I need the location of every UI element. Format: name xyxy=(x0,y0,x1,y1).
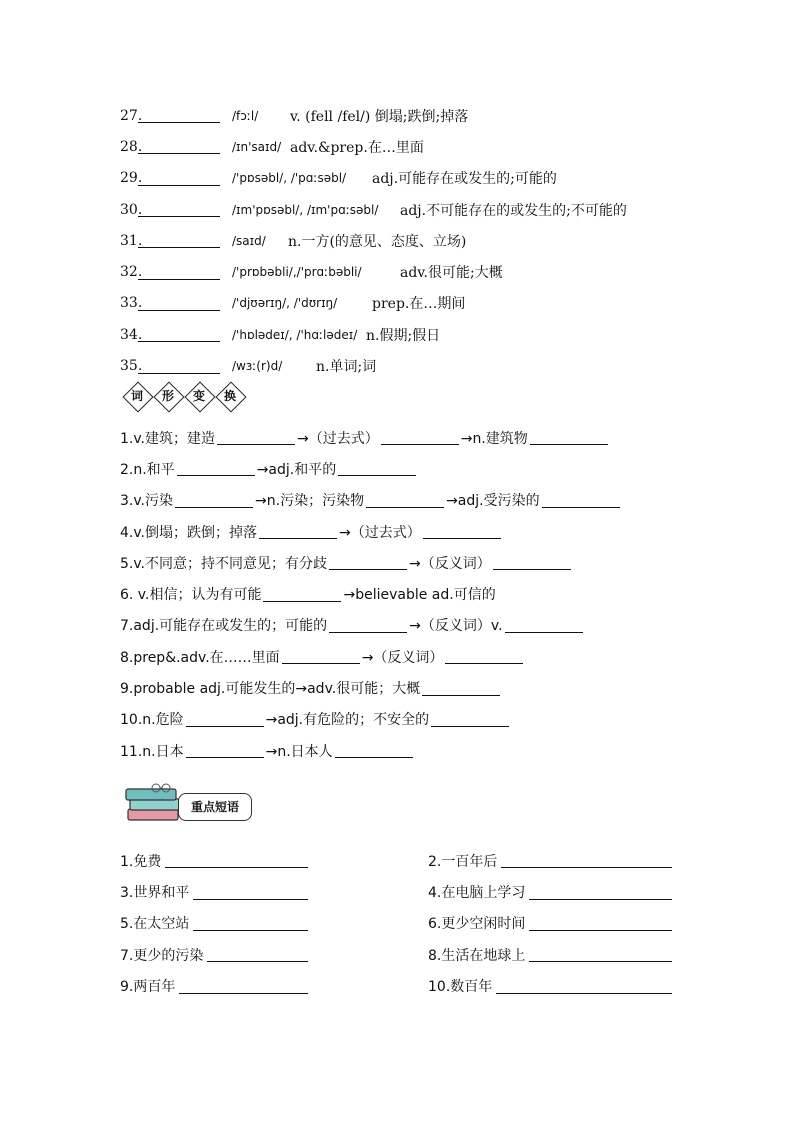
item-number: 32. xyxy=(120,264,143,281)
prompt-text: →n.日本人 xyxy=(265,743,333,760)
vocab-row xyxy=(120,131,740,162)
word-form-row xyxy=(120,516,680,547)
phonetic: /'hɒlədeɪ/, /'hɑːlədeɪ/ xyxy=(232,327,358,342)
phrase-row xyxy=(120,939,680,970)
prompt-text: →n.建筑物 xyxy=(460,430,528,447)
meaning: adv.&prep.在…里面 xyxy=(290,139,424,156)
phrase-item: 7.更少的污染 xyxy=(120,945,428,965)
item-number: 28. xyxy=(120,138,143,155)
prompt-text: →（反义词） xyxy=(409,555,491,572)
vocab-row xyxy=(120,163,740,194)
prompt-text: →（过去式） xyxy=(339,524,421,541)
prompt-text: 9.probable adj.可能发生的→adv.很可能；大概 xyxy=(120,681,421,698)
meaning: v. (fell /fel/) 倒塌;跌倒;掉落 xyxy=(290,108,469,125)
answer-blank[interactable] xyxy=(338,461,416,476)
phrase-row xyxy=(120,908,680,939)
phonetic: /'pɒsəbl/, /'pɑːsəbl/ xyxy=(232,171,347,186)
answer-blank[interactable] xyxy=(505,618,583,633)
meaning: n.一方(的意见、态度、立场) xyxy=(288,233,467,250)
meaning: adv.很可能;大概 xyxy=(400,265,503,282)
prompt-text: 8.prep&.adv.在……里面 xyxy=(120,649,280,666)
meaning: adj.可能存在或发生的;可能的 xyxy=(372,171,557,188)
vocab-row xyxy=(120,100,740,131)
item-number: 35. xyxy=(120,358,143,375)
key-phrases-list xyxy=(120,845,680,1002)
meaning: prep.在…期间 xyxy=(372,296,466,313)
answer-blank[interactable] xyxy=(542,493,620,508)
prompt-text: 1.v.建筑；建造 xyxy=(120,430,216,447)
answer-blank[interactable] xyxy=(445,649,523,664)
phonetic: /ɪn'saɪd/ xyxy=(232,139,282,154)
answer-blank[interactable] xyxy=(193,916,308,931)
phrase-item: 2.一百年后 xyxy=(428,851,672,871)
prompt-text: →n.污染；污染物 xyxy=(255,493,365,510)
answer-blank[interactable] xyxy=(138,233,220,248)
prompt-text: →adj.受污染的 xyxy=(446,493,540,510)
phrase-item: 5.在太空站 xyxy=(120,913,428,933)
answer-blank[interactable] xyxy=(530,430,608,445)
answer-blank[interactable] xyxy=(422,681,500,696)
answer-blank[interactable] xyxy=(179,979,308,994)
answer-blank[interactable] xyxy=(138,327,220,342)
vocab-row xyxy=(120,350,740,381)
diamond-badge: 变 xyxy=(184,381,214,411)
answer-blank[interactable] xyxy=(366,493,444,508)
answer-blank[interactable] xyxy=(177,461,255,476)
item-number: 27. xyxy=(120,107,143,124)
prompt-text: →（反义词） xyxy=(361,649,444,666)
word-form-row xyxy=(120,547,680,578)
answer-blank[interactable] xyxy=(207,947,308,962)
phrase-item: 6.更少空闲时间 xyxy=(428,913,672,933)
answer-blank[interactable] xyxy=(138,171,220,186)
word-form-row xyxy=(120,422,680,453)
prompt-text: →believable ad.可信的 xyxy=(343,587,496,604)
answer-blank[interactable] xyxy=(217,430,295,445)
prompt-text: 11.n.日本 xyxy=(120,743,184,760)
answer-blank[interactable] xyxy=(193,885,308,900)
phonetic: /fɔːl/ xyxy=(232,108,259,123)
word-form-row xyxy=(120,453,680,484)
answer-blank[interactable] xyxy=(381,430,459,445)
phonetic: /wɜː(r)d/ xyxy=(232,359,283,374)
prompt-text: →（过去式） xyxy=(297,430,379,447)
item-number: 31. xyxy=(120,232,143,249)
section-banner-key-phrases xyxy=(124,783,254,825)
word-form-row xyxy=(120,672,680,703)
phrase-item: 8.生活在地球上 xyxy=(428,945,672,965)
answer-blank[interactable] xyxy=(529,916,672,931)
item-number: 33. xyxy=(120,295,143,312)
word-form-row xyxy=(120,704,680,735)
phrase-item: 1.免费 xyxy=(120,851,428,871)
diamond-badge: 词 xyxy=(122,381,152,411)
word-form-row xyxy=(120,485,680,516)
answer-blank[interactable] xyxy=(501,853,672,868)
item-number: 30. xyxy=(120,201,143,218)
phrase-row xyxy=(120,971,680,1002)
answer-blank[interactable] xyxy=(259,524,337,539)
prompt-text: →adj.和平的 xyxy=(256,461,337,478)
prompt-text: 3.v.污染 xyxy=(120,493,174,510)
answer-blank[interactable] xyxy=(138,296,220,311)
word-form-row xyxy=(120,610,680,641)
answer-blank[interactable] xyxy=(493,555,571,570)
answer-blank[interactable] xyxy=(138,359,220,374)
answer-blank[interactable] xyxy=(529,947,672,962)
item-number: 29. xyxy=(120,170,143,187)
vocab-row xyxy=(120,194,740,225)
phrase-item: 3.世界和平 xyxy=(120,882,428,902)
answer-blank[interactable] xyxy=(529,885,672,900)
diamond-badge: 形 xyxy=(153,381,183,411)
answer-blank[interactable] xyxy=(175,493,253,508)
diamond-badge: 换 xyxy=(215,381,245,411)
word-form-row xyxy=(120,735,680,766)
meaning: n.假期;假日 xyxy=(366,327,441,344)
vocab-row xyxy=(120,225,740,256)
answer-blank[interactable] xyxy=(186,712,264,727)
answer-blank[interactable] xyxy=(138,202,220,217)
phrase-row xyxy=(120,876,680,907)
phonetic: /'prɒbəbli/,/'prɑːbəbli/ xyxy=(232,265,362,280)
answer-blank[interactable] xyxy=(138,265,220,280)
answer-blank[interactable] xyxy=(165,853,308,868)
answer-blank[interactable] xyxy=(423,524,501,539)
prompt-text: 7.adj.可能存在或发生的；可能的 xyxy=(120,618,328,635)
word-forms-list xyxy=(120,422,680,766)
section-banner-word-forms xyxy=(122,381,245,411)
phrase-item: 10.数百年 xyxy=(428,976,672,996)
item-number: 34. xyxy=(120,326,143,343)
prompt-text: →adj.有危险的；不安全的 xyxy=(265,712,430,729)
prompt-text: 10.n.危险 xyxy=(120,712,184,729)
meaning: n.单词;词 xyxy=(316,359,377,376)
answer-blank[interactable] xyxy=(186,743,264,758)
word-form-row xyxy=(120,641,680,672)
answer-blank[interactable] xyxy=(431,712,509,727)
answer-blank[interactable] xyxy=(335,743,413,758)
answer-blank[interactable] xyxy=(138,139,220,154)
prompt-text: 2.n.和平 xyxy=(120,461,175,478)
phonetic: /ɪm'pɒsəbl/, /ɪm'pɑːsəbl/ xyxy=(232,202,379,217)
phrase-row xyxy=(120,845,680,876)
answer-blank[interactable] xyxy=(496,979,672,994)
answer-blank[interactable] xyxy=(282,649,360,664)
vocab-row xyxy=(120,319,740,350)
prompt-text: →（反义词）v. xyxy=(409,618,503,635)
prompt-text: 6. v.相信；认为有可能 xyxy=(120,587,262,604)
answer-blank[interactable] xyxy=(329,555,407,570)
phonetic: /'djʊərɪŋ/, /'dʊrɪŋ/ xyxy=(232,296,338,311)
phrase-item: 9.两百年 xyxy=(120,976,428,996)
prompt-text: 5.v.不同意；持不同意见；有分歧 xyxy=(120,555,328,572)
section-title: 重点短语 xyxy=(178,793,252,821)
meaning: adj.不可能存在的或发生的;不可能的 xyxy=(400,202,627,219)
answer-blank[interactable] xyxy=(329,618,407,633)
word-form-row xyxy=(120,578,680,609)
answer-blank[interactable] xyxy=(263,587,341,602)
prompt-text: 4.v.倒塌；跌倒；掉落 xyxy=(120,524,258,541)
phonetic: /saɪd/ xyxy=(232,233,266,248)
phrase-item: 4.在电脑上学习 xyxy=(428,882,672,902)
vocabulary-list xyxy=(120,100,740,382)
vocab-row xyxy=(120,256,740,287)
vocab-row xyxy=(120,288,740,319)
answer-blank[interactable] xyxy=(138,108,220,123)
